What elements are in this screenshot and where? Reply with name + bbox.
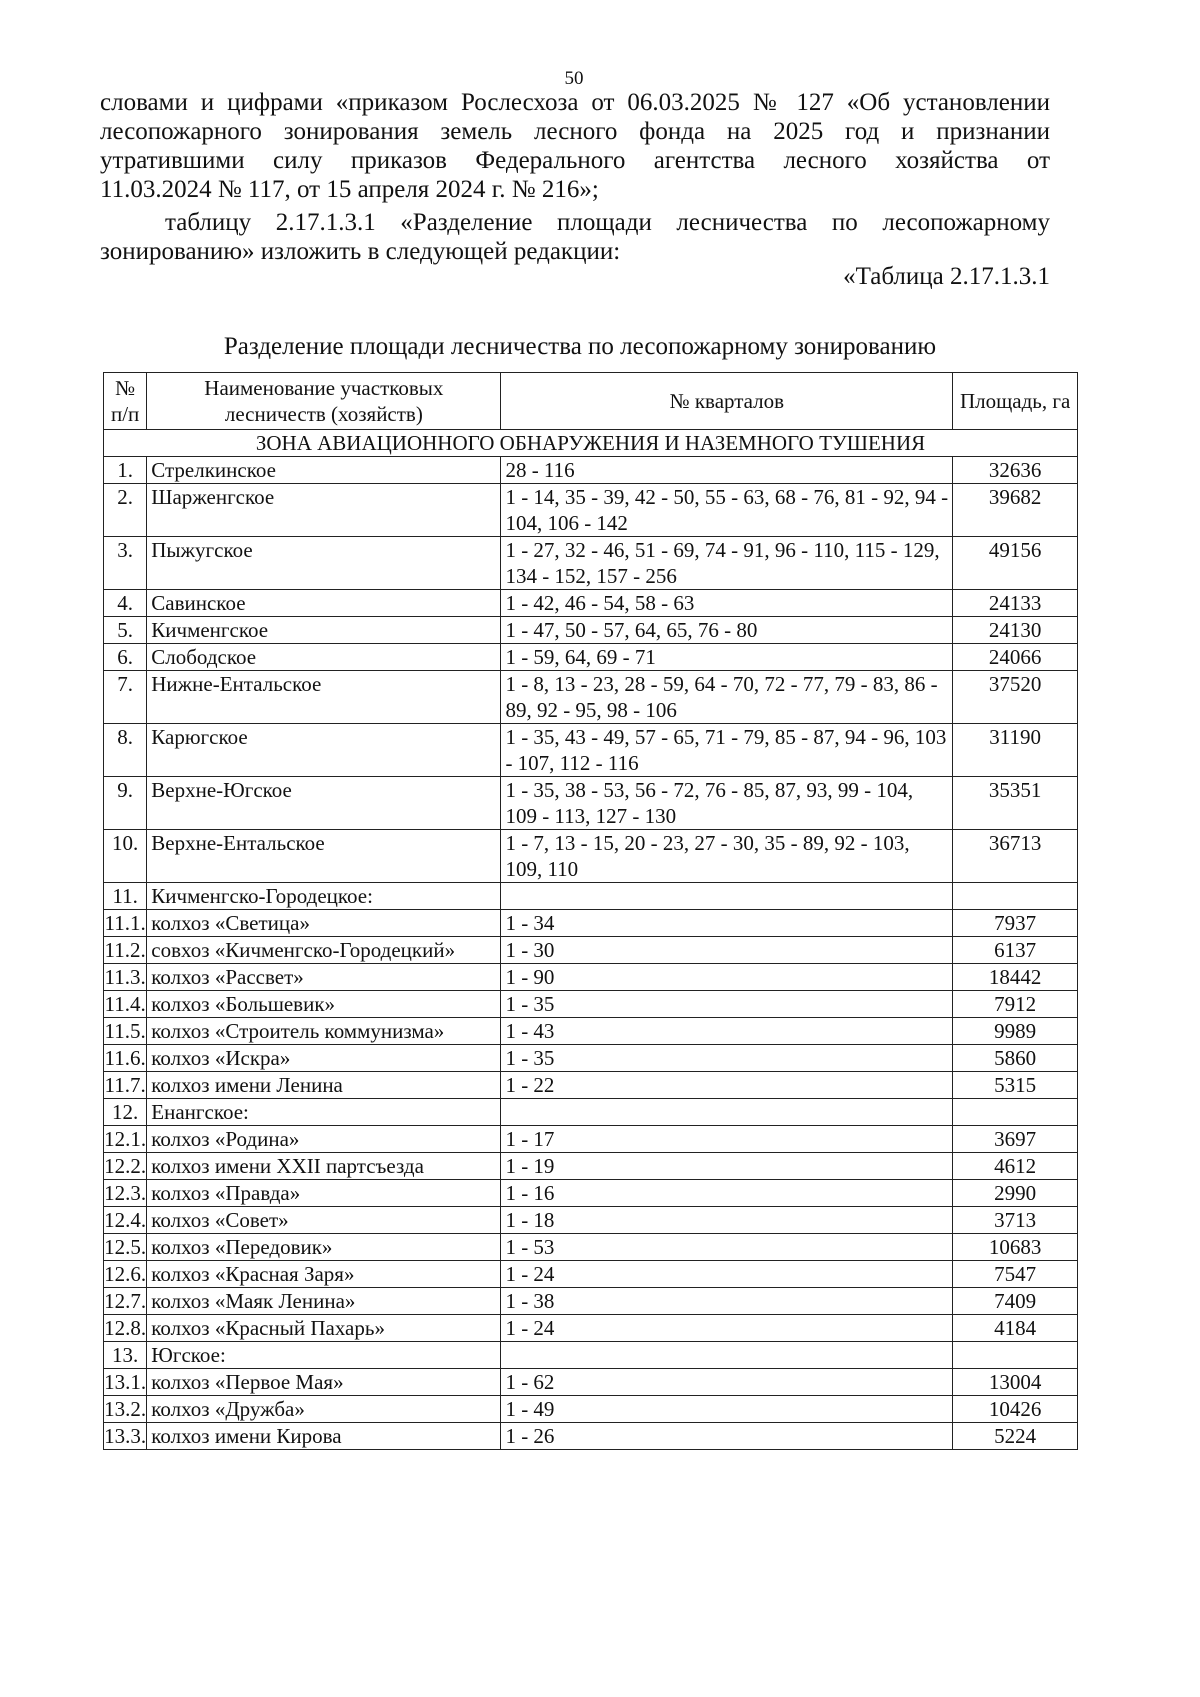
header-area: Площадь, га	[953, 373, 1078, 430]
table-title: Разделение площади лесничества по лесопожарному зонированию	[223, 333, 937, 360]
forestry-name: колхоз «Передовик»	[147, 1234, 501, 1261]
replacement-text-end: зонированию» изложить в следующей редакции:	[100, 238, 621, 265]
quarters: 1 - 8, 13 - 23, 28 - 59, 64 - 70, 72 - 77, 79 - 83, 86 - 89, 92 - 95, 98 - 106	[501, 671, 953, 724]
quarters: 1 - 7, 13 - 15, 20 - 23, 27 - 30, 35 - 89, 92 - 103, 109, 110	[501, 830, 953, 883]
area-ha: 3697	[953, 1126, 1078, 1153]
area-ha: 7912	[953, 991, 1078, 1018]
forestry-name: колхоз «Большевик»	[147, 991, 501, 1018]
forestry-name: совхоз «Кичменгско-Городецкий»	[147, 937, 501, 964]
forestry-name: колхоз имени XXII партсъезда	[147, 1153, 501, 1180]
table-row	[104, 644, 1078, 671]
table-header-row	[104, 373, 1078, 430]
row-number: 6.	[104, 644, 147, 671]
forestry-name: Слободское	[147, 644, 501, 671]
table-row	[104, 1018, 1078, 1045]
area-ha: 10683	[953, 1234, 1078, 1261]
table-row	[104, 1342, 1078, 1369]
table-row	[104, 1288, 1078, 1315]
forestry-name: колхоз «Дружба»	[147, 1396, 501, 1423]
table-row	[104, 964, 1078, 991]
area-ha: 9989	[953, 1018, 1078, 1045]
row-number: 12.6.	[104, 1262, 147, 1286]
row-number: 7.	[104, 671, 147, 724]
forestry-name: колхоз имени Кирова	[147, 1423, 501, 1450]
forestry-name: Верхне-Югское	[147, 777, 501, 830]
forestry-name: колхоз «Первое Мая»	[147, 1369, 501, 1396]
area-ha: 5315	[953, 1072, 1078, 1099]
quarters	[501, 1342, 953, 1369]
header-quarters: № кварталов	[501, 373, 953, 430]
table-row	[104, 1234, 1078, 1261]
area-ha: 24133	[953, 590, 1078, 617]
table-row	[104, 991, 1078, 1018]
quarters: 1 - 18	[501, 1207, 953, 1234]
forestry-name: Шарженгское	[147, 484, 501, 537]
row-number: 13.2.	[104, 1397, 147, 1421]
forestry-name: колхоз «Строитель коммунизма»	[147, 1018, 501, 1045]
forestry-name: колхоз «Совет»	[147, 1207, 501, 1234]
area-ha	[953, 1099, 1078, 1126]
table-reference: «Таблица 2.17.1.3.1	[843, 263, 1050, 290]
row-number: 1.	[104, 457, 147, 484]
row-number: 11.2.	[104, 938, 146, 962]
table-row	[104, 1315, 1078, 1342]
forestry-name: Карюгское	[147, 724, 501, 777]
row-number: 10.	[104, 830, 147, 883]
row-number: 3.	[104, 537, 147, 590]
table-row	[104, 457, 1078, 484]
area-ha: 7409	[953, 1288, 1078, 1315]
forestry-name: Югское:	[147, 1342, 501, 1369]
area-ha: 2990	[953, 1180, 1078, 1207]
area-ha: 7937	[953, 910, 1078, 937]
quarters: 1 - 53	[501, 1234, 953, 1261]
quarters: 1 - 35, 43 - 49, 57 - 65, 71 - 79, 85 - 87, 94 - 96, 103 - 107, 112 - 116	[501, 724, 953, 777]
table-row	[104, 910, 1078, 937]
quarters: 1 - 42, 46 - 54, 58 - 63	[501, 590, 953, 617]
row-number: 12.8.	[104, 1316, 147, 1340]
area-ha: 5860	[953, 1045, 1078, 1072]
table-row	[104, 1207, 1078, 1234]
quarters: 1 - 35	[501, 991, 953, 1018]
area-ha	[953, 883, 1078, 910]
quarters: 1 - 38	[501, 1288, 953, 1315]
table-row	[104, 830, 1078, 883]
quarters: 1 - 27, 32 - 46, 51 - 69, 74 - 91, 96 - 110, 115 - 129, 134 - 152, 157 - 256	[501, 537, 953, 590]
table-row	[104, 1396, 1078, 1423]
table-row	[104, 777, 1078, 830]
table-row	[104, 537, 1078, 590]
row-number: 11.5.	[104, 1019, 146, 1043]
quarters	[501, 883, 953, 910]
forestry-name: колхоз «Родина»	[147, 1126, 501, 1153]
quarters: 1 - 19	[501, 1153, 953, 1180]
forestry-name: Кичменгское	[147, 617, 501, 644]
quarters: 1 - 22	[501, 1072, 953, 1099]
row-number: 11.7.	[104, 1073, 146, 1097]
table-row	[104, 1423, 1078, 1450]
quarters: 1 - 47, 50 - 57, 64, 65, 76 - 80	[501, 617, 953, 644]
area-ha: 3713	[953, 1207, 1078, 1234]
table-row	[104, 1180, 1078, 1207]
quarters: 1 - 16	[501, 1180, 953, 1207]
area-ha: 10426	[953, 1396, 1078, 1423]
table-replacement-paragraph	[100, 208, 1050, 237]
forestry-name: колхоз «Красный Пахарь»	[147, 1315, 501, 1342]
area-ha: 37520	[953, 671, 1078, 724]
row-number: 2.	[104, 484, 147, 537]
quarters: 1 - 30	[501, 937, 953, 964]
quarters: 1 - 34	[501, 910, 953, 937]
area-ha: 24066	[953, 644, 1078, 671]
forestry-name: Пыжугское	[147, 537, 501, 590]
table-row	[104, 590, 1078, 617]
table-row	[104, 1126, 1078, 1153]
area-ha: 6137	[953, 937, 1078, 964]
table-row	[104, 1045, 1078, 1072]
area-ha: 31190	[953, 724, 1078, 777]
row-number: 11.6.	[104, 1046, 146, 1070]
amendment-text: словами и цифрами «приказом Рослесхоза от 06.03.2025 № 127 «Об установлении лесопожарного зонирования земель лесного фонда на 2025 год и признании утратившими силу приказов Федерального агентства лесного хозяйства от	[100, 89, 1050, 174]
forestry-name: Енангское:	[147, 1099, 501, 1126]
quarters: 1 - 35	[501, 1045, 953, 1072]
forestry-name: Верхне-Ентальское	[147, 830, 501, 883]
quarters: 1 - 24	[501, 1261, 953, 1288]
area-ha: 7547	[953, 1261, 1078, 1288]
zone-row	[104, 430, 1078, 457]
table-row	[104, 484, 1078, 537]
forestry-name: колхоз «Рассвет»	[147, 964, 501, 991]
row-number: 12.	[104, 1099, 147, 1126]
quarters: 1 - 59, 64, 69 - 71	[501, 644, 953, 671]
quarters: 1 - 90	[501, 964, 953, 991]
header-number: № п/п	[104, 373, 147, 430]
row-number: 12.3.	[104, 1181, 147, 1205]
quarters: 1 - 14, 35 - 39, 42 - 50, 55 - 63, 68 - 76, 81 - 92, 94 - 104, 106 - 142	[501, 484, 953, 537]
quarters: 1 - 24	[501, 1315, 953, 1342]
forestry-name: колхоз «Правда»	[147, 1180, 501, 1207]
forestry-name: колхоз «Искра»	[147, 1045, 501, 1072]
row-number: 11.	[104, 883, 147, 910]
forestry-name: Стрелкинское	[147, 457, 501, 484]
quarters: 1 - 17	[501, 1126, 953, 1153]
area-ha: 36713	[953, 830, 1078, 883]
replacement-text: таблицу 2.17.1.3.1 «Разделение площади лесничества по лесопожарному	[165, 209, 1050, 236]
amendment-text-end: 11.03.2024 № 117, от 15 апреля 2024 г. № 216»;	[100, 176, 599, 203]
row-number: 4.	[104, 590, 147, 617]
amendment-paragraph	[100, 88, 1050, 204]
quarters: 1 - 26	[501, 1423, 953, 1450]
zoning-table	[103, 372, 1078, 1450]
area-ha: 18442	[953, 964, 1078, 991]
table-row	[104, 883, 1078, 910]
table-row	[104, 1369, 1078, 1396]
forestry-name: Кичменгско-Городецкое:	[147, 883, 501, 910]
row-number: 12.7.	[104, 1289, 147, 1313]
area-ha	[953, 1342, 1078, 1369]
quarters: 1 - 62	[501, 1369, 953, 1396]
row-number: 9.	[104, 777, 147, 830]
forestry-name: колхоз «Светица»	[147, 910, 501, 937]
forestry-name: Нижне-Ентальское	[147, 671, 501, 724]
area-ha: 49156	[953, 537, 1078, 590]
page-number: 50	[564, 68, 584, 89]
table-row	[104, 1261, 1078, 1288]
forestry-name: Савинское	[147, 590, 501, 617]
table-row	[104, 617, 1078, 644]
row-number: 13.	[104, 1342, 147, 1369]
row-number: 13.1.	[104, 1370, 147, 1394]
zone-label: ЗОНА АВИАЦИОННОГО ОБНАРУЖЕНИЯ И НАЗЕМНОГО ТУШЕНИЯ	[104, 430, 1078, 457]
area-ha: 32636	[953, 457, 1078, 484]
table-row	[104, 724, 1078, 777]
row-number: 11.3.	[104, 965, 146, 989]
row-number: 11.1.	[104, 911, 146, 935]
quarters: 28 - 116	[501, 457, 953, 484]
forestry-name: колхоз «Красная Заря»	[147, 1261, 501, 1288]
row-number: 13.3.	[104, 1424, 147, 1448]
row-number: 12.2.	[104, 1154, 147, 1178]
row-number: 12.4.	[104, 1208, 147, 1232]
forestry-name: колхоз имени Ленина	[147, 1072, 501, 1099]
quarters: 1 - 49	[501, 1396, 953, 1423]
table-row	[104, 1099, 1078, 1126]
table-row	[104, 1072, 1078, 1099]
table-row	[104, 671, 1078, 724]
area-ha: 13004	[953, 1369, 1078, 1396]
table-row	[104, 1153, 1078, 1180]
area-ha: 39682	[953, 484, 1078, 537]
area-ha: 4184	[953, 1315, 1078, 1342]
quarters	[501, 1099, 953, 1126]
row-number: 12.1.	[104, 1127, 147, 1151]
area-ha: 24130	[953, 617, 1078, 644]
area-ha: 5224	[953, 1423, 1078, 1450]
quarters: 1 - 43	[501, 1018, 953, 1045]
forestry-name: колхоз «Маяк Ленина»	[147, 1288, 501, 1315]
area-ha: 35351	[953, 777, 1078, 830]
row-number: 11.4.	[104, 992, 146, 1016]
row-number: 12.5.	[104, 1235, 147, 1259]
row-number: 8.	[104, 724, 147, 777]
quarters: 1 - 35, 38 - 53, 56 - 72, 76 - 85, 87, 93, 99 - 104, 109 - 113, 127 - 130	[501, 777, 953, 830]
table-row	[104, 937, 1078, 964]
header-name: Наименование участковых лесничеств (хозяйств)	[147, 373, 501, 430]
area-ha: 4612	[953, 1153, 1078, 1180]
row-number: 5.	[104, 617, 147, 644]
